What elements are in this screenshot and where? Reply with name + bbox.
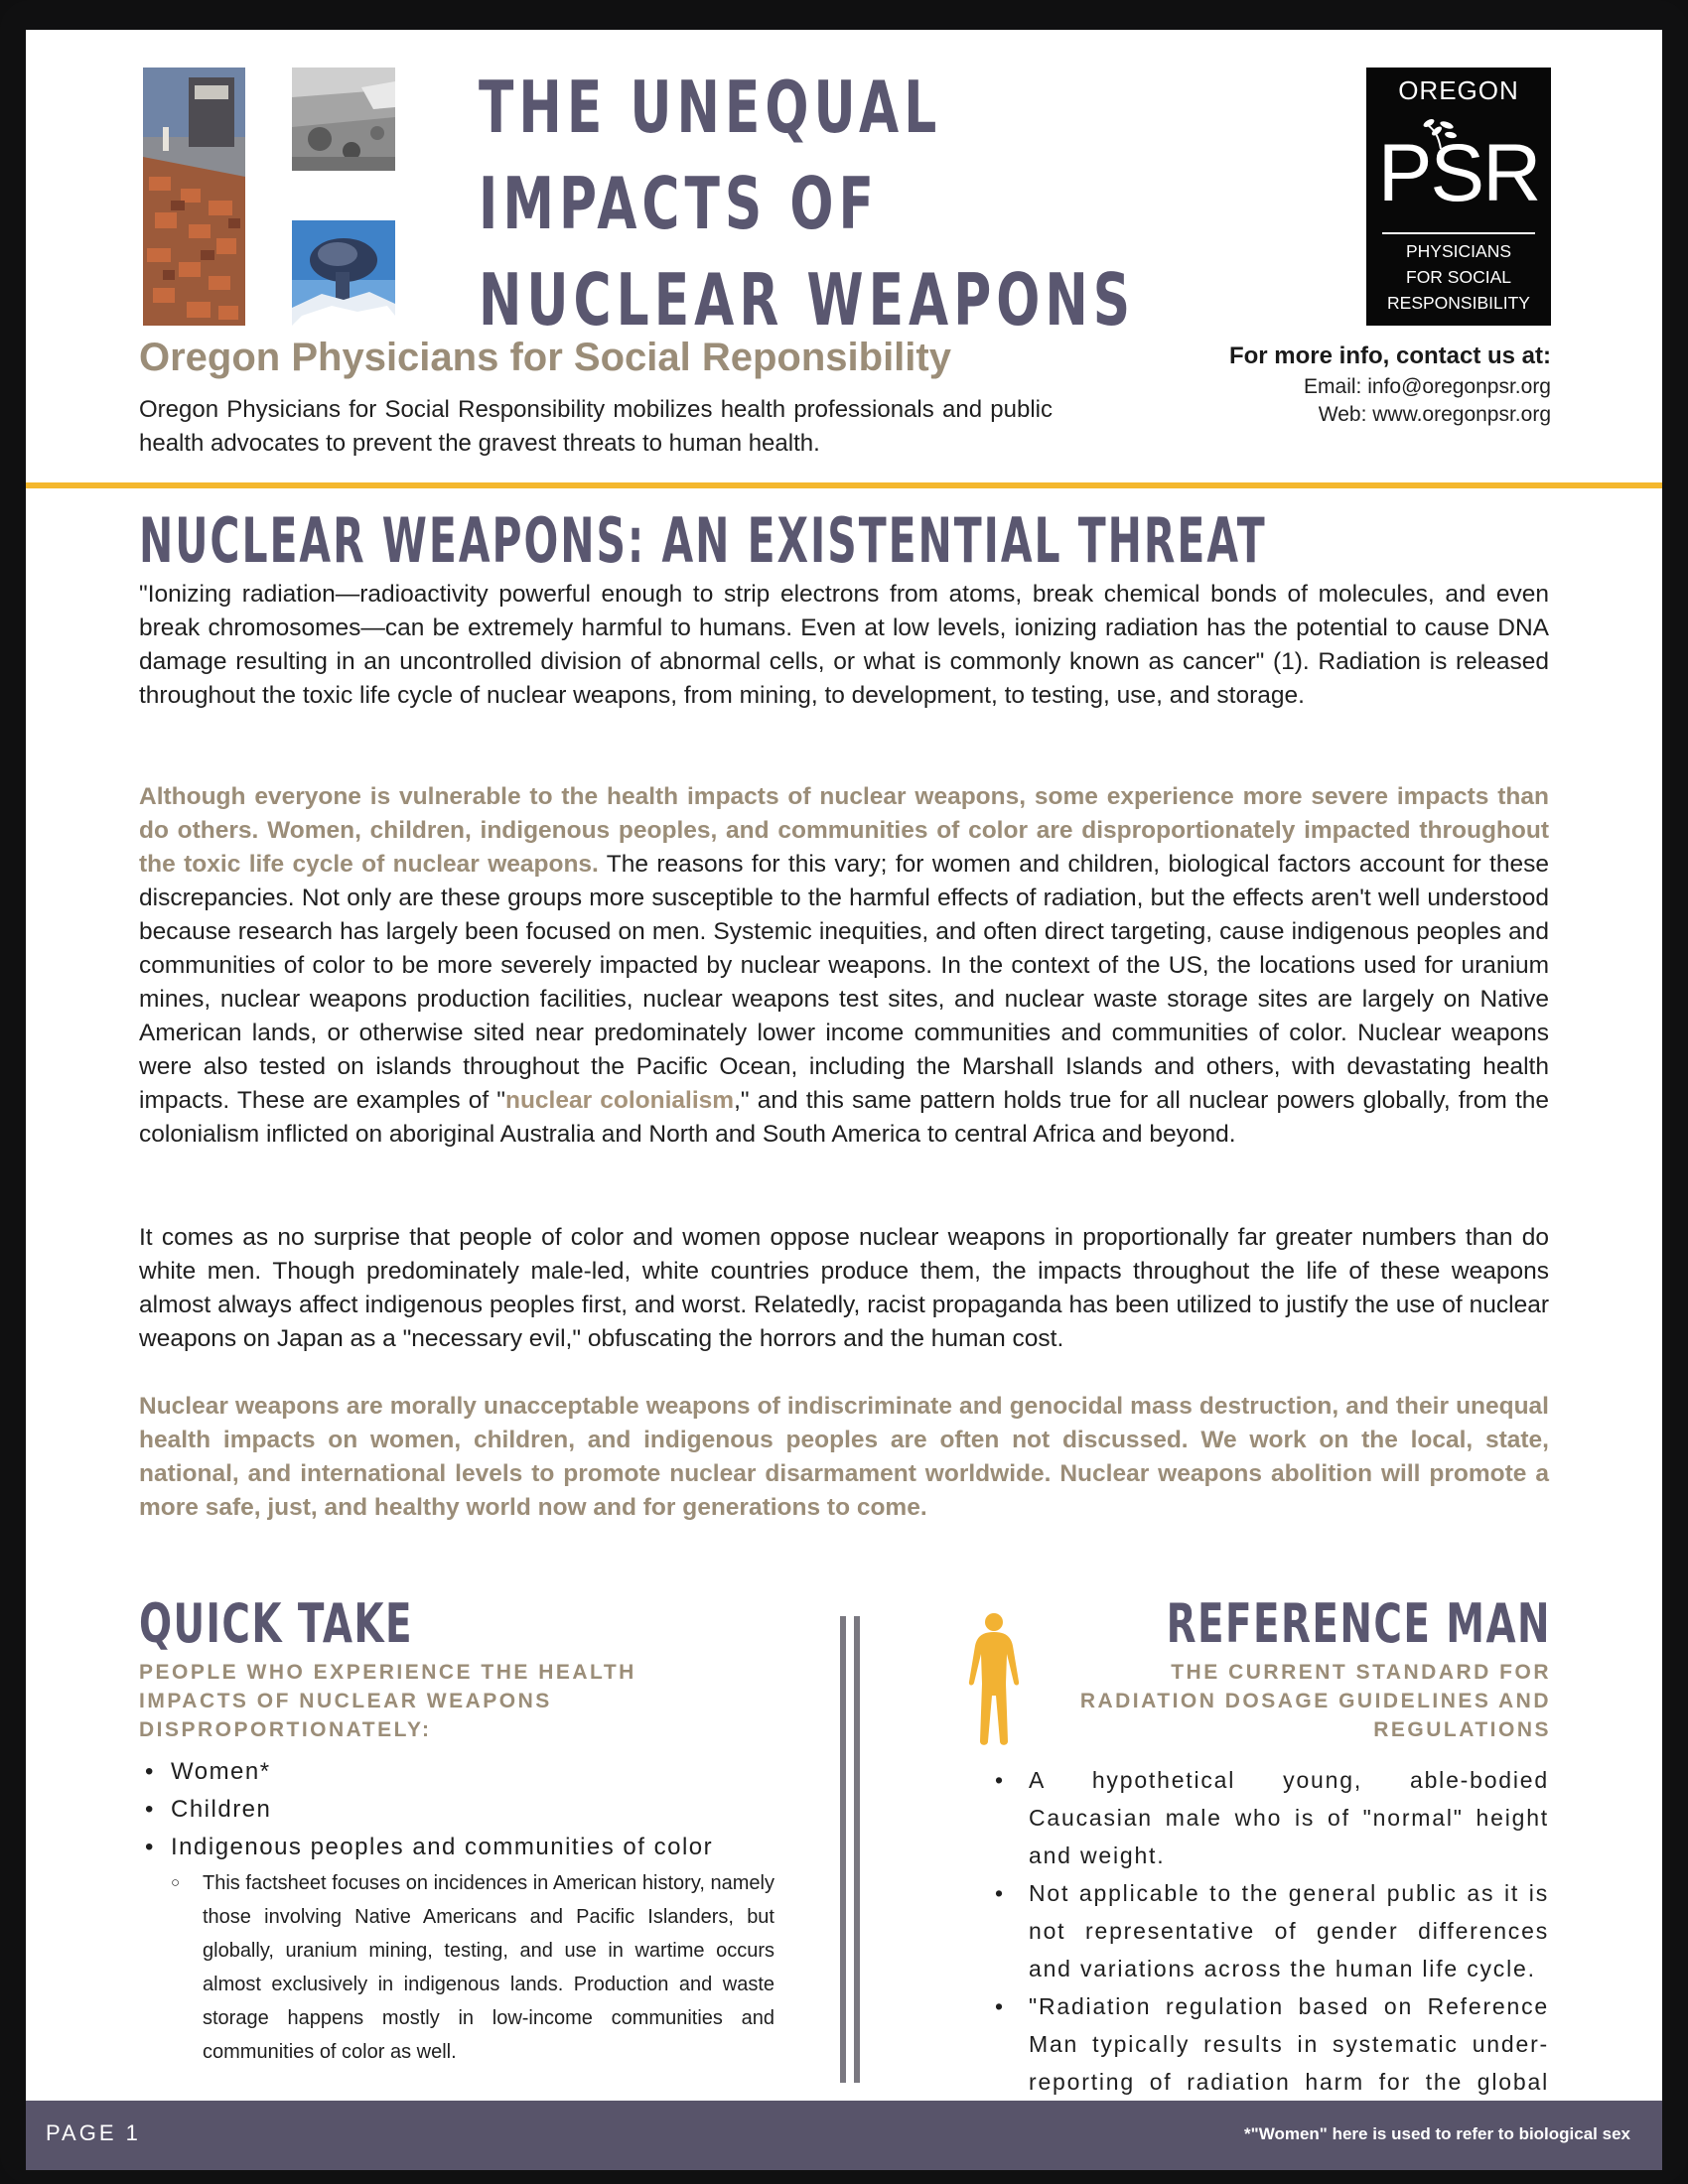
title-line-2: IMPACTS OF bbox=[479, 162, 879, 245]
nuclear-colonialism-link[interactable]: nuclear colonialism bbox=[504, 1087, 735, 1114]
quick-take-sublist bbox=[171, 1866, 774, 2069]
paragraph-highlight: Although everyone is vulnerable to the health impacts of nuclear weapons, some experience more severe impacts than do others. Women, children, indigenous peoples, and communities of color are disproportionately impacted throughout the toxic life cycle of nuclear weapons. bbox=[139, 783, 1549, 878]
logo-oregon-text: OREGON bbox=[1398, 75, 1519, 105]
paragraph-mission: Nuclear weapons are morally unacceptable weapons of indiscriminate and genocidal mass destruction, and their unequal health impacts on women, children, and indigenous peoples are often not discussed. We work on the local, state, national, and international levels to promote nuclear disarmament worldwide. Nuclear weapons abolition will promote a more safe, just, and healthy world now and for generations to come. bbox=[139, 1393, 1549, 1521]
list-item-indigenous bbox=[139, 1829, 774, 2069]
reference-man-subtitle-line: REGULATIONS bbox=[1373, 1718, 1551, 1741]
mushroom-cloud-photo bbox=[292, 220, 395, 326]
list-item: • Children bbox=[139, 1791, 774, 1829]
quick-take-title: QUICK TAKE bbox=[139, 1592, 413, 1655]
column-divider bbox=[854, 1616, 860, 2083]
list-item: • "Radiation regulation based on Reference Man typically results in systematic under-reporting of radiation harm for the global bbox=[985, 1987, 1549, 2138]
quick-take-subtitle: PEOPLE WHO EXPERIENCE THE HEALTH IMPACTS OF NUCLEAR WEAPONS DISPROPORTIONATELY: bbox=[139, 1661, 636, 1741]
column-divider bbox=[840, 1616, 846, 2083]
person-icon bbox=[963, 1612, 1025, 1747]
section-divider bbox=[26, 482, 1662, 488]
quick-take-list bbox=[139, 1753, 774, 2069]
logo-sub-line-3: RESPONSIBILITY bbox=[1387, 293, 1530, 313]
factsheet-page bbox=[26, 30, 1662, 2170]
paragraph-opposition: It comes as no surprise that people of color and women oppose nuclear weapons in proportionally far greater numbers than do white men. Though predominately male-led, white countries produce them, the impacts throughout the life of these weapons almost always affect indigenous peoples first, and worst. Relatedly, racist propaganda has been utilized to justify the use of nuclear weapons on Japan as a "necessary evil," obfuscating the horrors and the human cost. bbox=[139, 1224, 1549, 1352]
logo-sub-line-1: PHYSICIANS bbox=[1406, 241, 1511, 261]
page-footer bbox=[26, 2101, 1662, 2170]
contact-email[interactable]: Email: info@oregonpsr.org bbox=[1304, 375, 1551, 398]
logo-psr-mark: PSR bbox=[1377, 128, 1540, 218]
test-site-aerial-photo bbox=[292, 68, 395, 171]
contact-web[interactable]: Web: www.oregonpsr.org bbox=[1318, 403, 1551, 426]
reference-man-list bbox=[985, 1761, 1549, 2138]
contact-heading: For more info, contact us at: bbox=[1228, 342, 1551, 369]
section-title: NUCLEAR WEAPONS: AN EXISTENTIAL THREAT bbox=[139, 504, 1267, 577]
reference-man-subtitle-line: RADIATION DOSAGE GUIDELINES AND bbox=[1079, 1690, 1551, 1712]
logo-rule bbox=[1382, 232, 1535, 234]
title-line-1: THE UNEQUAL bbox=[479, 66, 942, 149]
logo-subtitle bbox=[1366, 238, 1551, 316]
org-name: Oregon Physicians for Social Reponsibility bbox=[139, 336, 951, 379]
paragraph-disproportionate bbox=[139, 780, 1549, 1152]
logo-sub-line-2: FOR SOCIAL bbox=[1406, 267, 1511, 287]
paragraph-radiation: "Ionizing radiation—radioactivity powerful enough to strip electrons from atoms, break chemical bonds of molecules, and even break chromosomes—can be extremely harmful to humans. Even at low levels, ionizing radiation has the potential to cause DNA damage resulting in an uncontrolled division of abnormal cells, or what is commonly known as cancer" (1). Radiation is released throughout the toxic life cycle of nuclear weapons, from mining, to development, to testing, use, and storage. bbox=[139, 581, 1549, 709]
paragraph-body: The reasons for this vary; for women and children, biological factors account for these discrepancies. Not only are these groups more susceptible to the harmful effects of radiation, but the effects aren't well understood because research has largely been focused on men. Systemic inequities, and often direct targeting, cause indigenous peoples and communities of color to be more severely impacted by nuclear weapons. In the context of the US, the locations used for uranium mines, nuclear weapons production facilities, nuclear weapons test sites, and nuclear waste storage sites are largely on Native American lands, or otherwise sited near predominately lower income communities and communities of color. Nuclear weapons were also tested on islands throughout the Pacific Ocean, including the Marshall Islands and others, with devastating health impacts. These are examples of " bbox=[139, 851, 1549, 1114]
paragraph-tail: ," and this same pattern holds true for all nuclear powers globally, from the colonialism inflicted on aboriginal Australia and North and South America to central Africa and beyond. bbox=[139, 1087, 1549, 1148]
contact-block bbox=[1154, 340, 1551, 429]
uranium-rocks-photo bbox=[143, 68, 245, 326]
list-item: • Not applicable to the general public as it is not representative of gender differences and variations across the human life cycle. bbox=[985, 1874, 1549, 1987]
reference-man-title: REFERENCE MAN bbox=[1166, 1592, 1551, 1655]
oregon-psr-logo bbox=[1366, 68, 1551, 326]
sub-list-item: ○ This factsheet focuses on incidences in American history, namely those involving Native Americans and Pacific Islanders, but globally, uranium mining, testing, and use in wartime occurs almost exclusively in indigenous lands. Production and waste storage happens mostly in low-income communities and communities of color as well. bbox=[171, 1866, 774, 2069]
page-number: PAGE 1 bbox=[46, 2120, 141, 2145]
org-description: Oregon Physicians for Social Responsibility mobilizes health professionals and public health advocates to prevent the gravest threats to human health. bbox=[139, 396, 1053, 457]
reference-man-subtitle bbox=[1035, 1658, 1551, 1744]
list-item-label: Indigenous peoples and communities of color bbox=[171, 1834, 714, 1860]
list-item: • A hypothetical young, able-bodied Caucasian male who is of "normal" height and weight. bbox=[985, 1761, 1549, 1874]
reference-man-subtitle-line: THE CURRENT STANDARD FOR bbox=[1171, 1661, 1551, 1684]
document-title bbox=[479, 60, 1136, 348]
list-item: • Women* bbox=[139, 1753, 774, 1791]
footnote: *"Women" here is used to refer to biological sex bbox=[1244, 2124, 1630, 2143]
title-line-3: NUCLEAR WEAPONS bbox=[479, 258, 1136, 341]
